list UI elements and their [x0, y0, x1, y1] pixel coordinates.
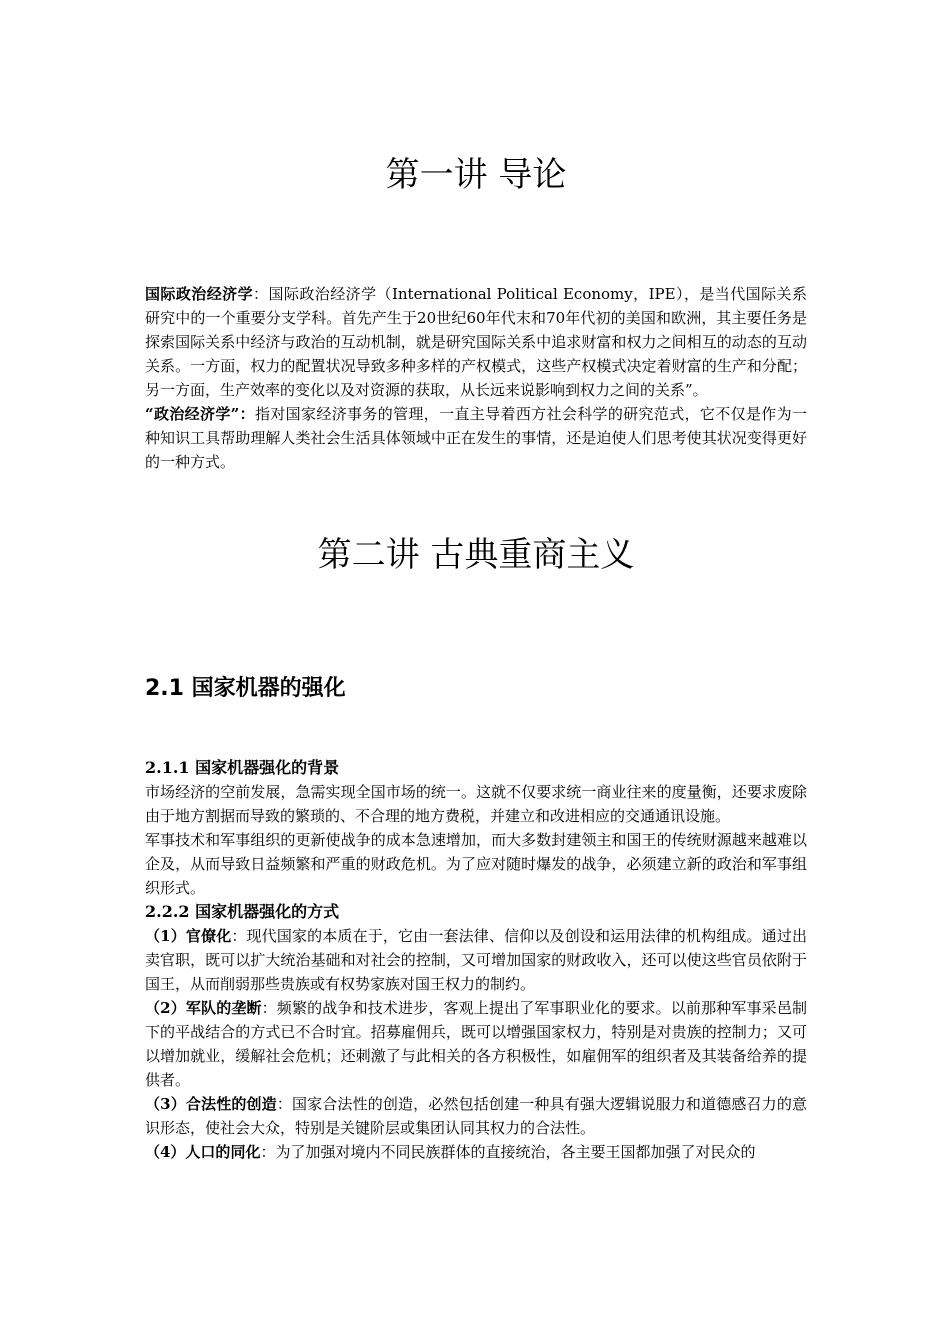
method-item-1-text: ：现代国家的本质在于，它由一套法律、信仰以及创设和运用法律的机构组成。通过出卖官职，既可以扩大统治基础和对社会的控制，又可增加国家的财政收入，还可以使这些官员依附于国王，从而削弱那些贵族或有权势家族对国王权力的制约。	[145, 927, 807, 993]
lecture1-title: 第一讲 导论	[385, 155, 567, 195]
method-item-1-term: （1）官僚化	[145, 927, 232, 945]
method-item-4-term: （4）人口的同化	[145, 1143, 261, 1161]
background-paragraph-2: 军事技术和军事组织的更新使战争的成本急速增加，而大多数封建领主和国王的传统财源越来越难以企及，从而导致日益频繁和严重的财政危机。为了应对随时爆发的战争，必须建立新的政治和军事组织形式。	[145, 831, 807, 897]
ipe-definition-paragraph	[145, 282, 807, 402]
lecture2-body	[145, 756, 807, 1164]
method-item-2	[145, 996, 807, 1092]
political-economy-term: “政治经济学”：	[145, 405, 255, 423]
method-item-2-text: ：频繁的战争和技术进步，客观上提出了军事职业化的要求。以前那种军事采邑制下的平战结合的方式已不合时宜。招募雇佣兵，既可以增强国家权力，特别是对贵族的控制力；又可以增加就业，缓解社会危机；还刺激了与此相关的各方积极性，如雇佣军的组织者及其装备给养的提供者。	[145, 999, 807, 1089]
ipe-definition: ：国际政治经济学（International Political Economy，IPE），是当代国际关系研究中的一个重要分支学科。首先产生于20世纪60年代末和70年代初的美国和欧洲，其主要任务是探索国际关系中经济与政治的互动机制，就是研究国际关系中追求财富和权力之间相互的动态的互动关系。一方面，权力的配置状况导致多种多样的产权模式，这些产权模式决定着财富的生产和分配；另一方面，生产效率的变化以及对资源的获取，从长远来说影响到权力之间的关系”。	[145, 285, 807, 399]
lecture2-title: 第二讲 古典重商主义	[317, 535, 635, 575]
ipe-term: 国际政治经济学	[145, 285, 254, 303]
method-item-1	[145, 924, 807, 996]
political-economy-paragraph	[145, 402, 807, 474]
method-item-3	[145, 1092, 807, 1140]
method-item-3-term: （3）合法性的创造	[145, 1095, 277, 1113]
method-item-3-text: ：国家合法性的创造，必然包括创建一种具有强大逻辑说服力和道德感召力的意识形态，使社会大众，特别是关键阶层或集团认同其权力的合法性。	[145, 1095, 807, 1137]
subsection-2-heading: 2.2.2 国家机器强化的方式	[145, 902, 340, 921]
method-item-4	[145, 1140, 807, 1164]
lecture1-body	[145, 282, 807, 474]
subsection-1-heading: 2.1.1 国家机器强化的背景	[145, 758, 340, 777]
method-item-2-term: （2）军队的垄断	[145, 999, 262, 1017]
section-heading: 2.1 国家机器的强化	[145, 676, 346, 701]
political-economy-definition: 指对国家经济事务的管理，一直主导着西方社会科学的研究范式，它不仅是作为一种知识工具帮助理解人类社会生活具体领域中正在发生的事情，还是迫使人们思考使其状况变得更好的一种方式。	[145, 405, 807, 471]
method-item-4-text: ：为了加强对境内不同民族群体的直接统治，各主要王国都加强了对民众的	[260, 1143, 756, 1161]
background-paragraph-1: 市场经济的空前发展，急需实现全国市场的统一。这就不仅要求统一商业往来的度量衡，还要求废除由于地方割据而导致的繁琐的、不合理的地方费税，并建立和改进相应的交通通讯设施。	[145, 783, 807, 825]
